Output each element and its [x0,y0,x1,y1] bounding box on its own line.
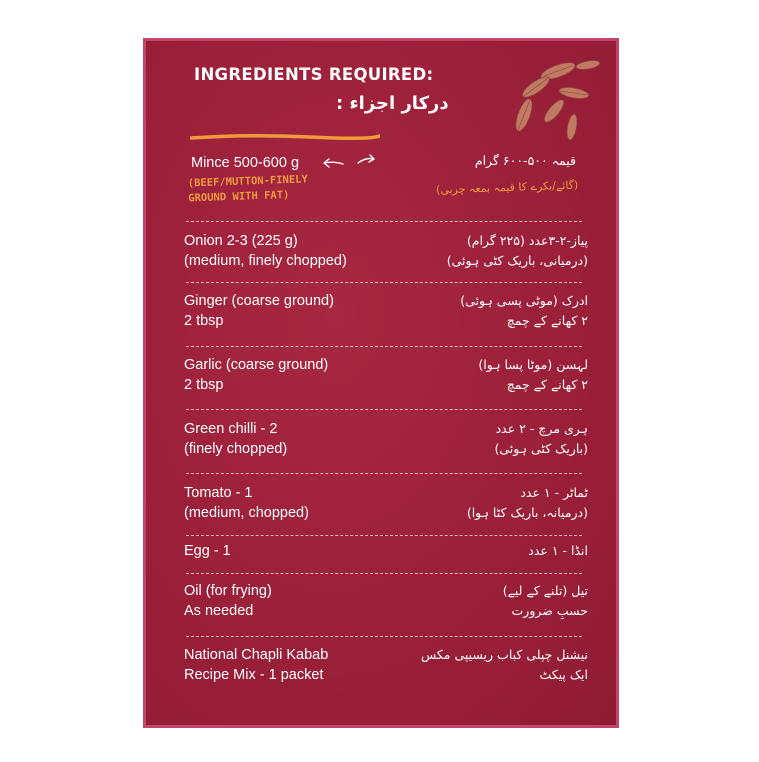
divider [186,282,582,283]
ingredients-card: INGREDIENTS REQUIRED: درکار اجزاء : Mince 500-600 g قیمہ ۵۰۰-۶۰۰ گرام (BEEF/MUTTON-FINELY GROUND WITH FAT) (گائے/بکرے کا قیمہ بمعہ چربی) Onion 2-3 (225 g) (medium, finely chopped) پیاز-۲-۳عدد (۲۲۵ گرام) (درمیانی، باریک کٹی ہوئی) Ginger (coarse ground) 2 tbsp ادرک (موٹی پسی ہوئی) ۲ کھانے کے چمچ Garlic (coarse ground) 2 tbsp لہسن (موٹا پسا ہوا) ۲ کھانے کے چمچ Green chilli - 2 (finely chopped) ہری مرچ - ۲ عدد (باریک کٹی ہوئی) Tomato - 1 (medium, chopped) ٹماٹر - ۱ عدد (درمیانہ، باریک کٹا ہوا) Egg - 1 انڈا - ۱ عدد Oil (for frying) As needed تیل (تلنے کے لیے) حسبِ ضرورت National Chapli Kabab Recipe Mix - 1 packet نیشنل چپلی کباب ریسیپی مکس ایک پیکٹ [143,38,619,728]
divider [186,636,582,637]
divider [186,473,582,474]
page-title-urdu: درکار اجزاء : [336,93,449,114]
divider [186,221,582,222]
cumin-seeds-icon [496,49,606,159]
divider [186,573,582,574]
mince-note-urdu: (گائے/بکرے کا قیمہ بمعہ چربی) [435,178,579,197]
mince-english: Mince 500-600 g [191,155,300,171]
orange-underline [190,133,380,141]
page-title: INGREDIENTS REQUIRED: [194,65,434,84]
arrow-right-icon [356,153,380,169]
divider [186,409,582,410]
arrow-left-icon [321,155,345,171]
divider [186,346,582,347]
mince-urdu: قیمہ ۵۰۰-۶۰۰ گرام [474,153,576,168]
mince-note-english: (BEEF/MUTTON-FINELY GROUND WITH FAT) [187,173,309,205]
divider [186,535,582,536]
